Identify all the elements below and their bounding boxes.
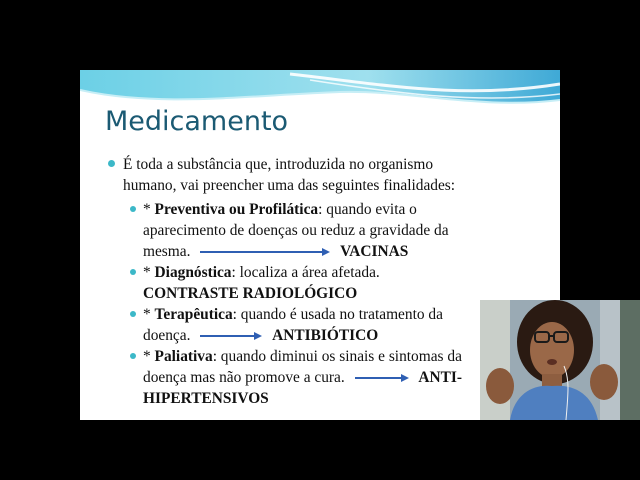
item-prefix: * <box>143 201 155 218</box>
bullet-dot <box>130 353 136 359</box>
item-text: doença. <box>143 327 191 344</box>
bullet-dot <box>130 206 136 212</box>
item-term: Paliativa <box>154 348 213 365</box>
item-text: aparecimento de doenças ou reduz a gravidade da <box>143 222 449 239</box>
item-preventiva <box>108 199 548 262</box>
item-text: doença mas não promove a cura. <box>143 369 345 386</box>
item-text: : localiza a área afetada. <box>231 264 380 281</box>
intro-line-2: humano, vai preencher uma das seguintes finalidades: <box>123 177 456 194</box>
item-text: : quando diminui os sinais e sintomas da <box>212 348 462 365</box>
item-text: : quando evita o <box>318 201 417 218</box>
item-text: mesma. <box>143 243 191 260</box>
item-term: Terapêutica <box>154 306 233 323</box>
item-prefix: * <box>143 264 155 281</box>
intro-line-1: É toda a substância que, introduzida no organismo <box>123 156 434 173</box>
item-prefix: * <box>143 306 155 323</box>
item-result: VACINAS <box>340 243 409 260</box>
presenter-avatar <box>480 300 640 420</box>
arrow-right-icon <box>200 332 262 340</box>
arrow-right-icon <box>355 374 409 382</box>
item-result: ANTI- <box>418 369 463 386</box>
item-result: CONTRASTE RADIOLÓGICO <box>143 285 358 302</box>
item-text: : quando é usada no tratamento da <box>232 306 443 323</box>
bullet-dot <box>130 269 136 275</box>
item-result: ANTIBIÓTICO <box>272 327 379 344</box>
intro-bullet <box>108 154 548 196</box>
slide-title: Medicamento <box>105 106 289 137</box>
item-term: Diagnóstica <box>154 264 232 281</box>
arrow-right-icon <box>200 248 330 256</box>
bullet-dot <box>108 160 115 167</box>
item-term: Preventiva ou Profilática <box>154 201 319 218</box>
presenter-webcam-video <box>480 300 640 420</box>
item-prefix: * <box>143 348 155 365</box>
bullet-dot <box>130 311 136 317</box>
item-result: HIPERTENSIVOS <box>143 390 269 407</box>
item-diagnostica <box>108 262 548 304</box>
